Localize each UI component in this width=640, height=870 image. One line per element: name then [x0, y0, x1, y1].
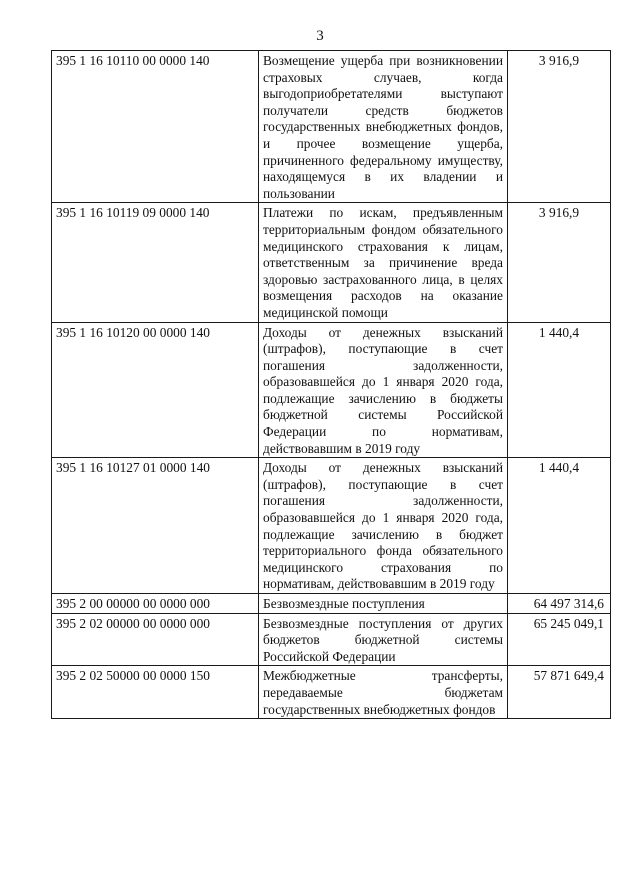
amount-cell: 3 916,9 — [508, 203, 611, 322]
description-cell: Возмещение ущерба при возникновении страховых случаев, когда выгодоприобретателями выступают получатели средств бюджетов государственных внебюджетных фондов, и прочее возмещение ущерба, причиненного федеральному имуществу, находящемуся в их владении и пользовании — [259, 51, 508, 203]
table-row — [52, 203, 611, 322]
table-row — [52, 458, 611, 594]
amount-cell: 1 440,4 — [508, 458, 611, 594]
table-row — [52, 613, 611, 666]
description-cell: Платежи по искам, предъявленным территориальным фондом обязательного медицинского страхования к лицам, ответственным за причинение вреда здоровью застрахованного лица, в целях возмещения расходов на оказание медицинской помощи — [259, 203, 508, 322]
budget-code-cell: 395 1 16 10120 00 0000 140 — [52, 322, 259, 458]
description-cell: Безвозмездные поступления — [259, 594, 508, 614]
description-cell: Доходы от денежных взысканий (штрафов), поступающие в счет погашения задолженности, образовавшейся до 1 января 2020 года, подлежащие зачислению в бюджет территориального фонда обязательного медицинского страхования по нормативам, действовавшим в 2019 году — [259, 458, 508, 594]
amount-cell: 1 440,4 — [508, 322, 611, 458]
description-cell: Межбюджетные трансферты, передаваемые бюджетам государственных внебюджетных фондов — [259, 666, 508, 719]
budget-code-cell: 395 2 02 00000 00 0000 000 — [52, 613, 259, 666]
budget-code-cell: 395 2 00 00000 00 0000 000 — [52, 594, 259, 614]
description-cell: Доходы от денежных взысканий (штрафов), поступающие в счет погашения задолженности, образовавшейся до 1 января 2020 года, подлежащие зачислению в бюджеты бюджетной системы Российской Федерации по нормативам, действовавшим в 2019 году — [259, 322, 508, 458]
budget-revenue-table — [51, 50, 611, 719]
description-cell: Безвозмездные поступления от других бюджетов бюджетной системы Российской Федерации — [259, 613, 508, 666]
budget-code-cell: 395 2 02 50000 00 0000 150 — [52, 666, 259, 719]
table-row — [52, 322, 611, 458]
budget-code-cell: 395 1 16 10119 09 0000 140 — [52, 203, 259, 322]
table-row — [52, 51, 611, 203]
amount-cell: 3 916,9 — [508, 51, 611, 203]
page-number: 3 — [316, 28, 324, 44]
budget-code-cell: 395 1 16 10110 00 0000 140 — [52, 51, 259, 203]
table-row — [52, 666, 611, 719]
budget-code-cell: 395 1 16 10127 01 0000 140 — [52, 458, 259, 594]
amount-cell: 65 245 049,1 — [508, 613, 611, 666]
amount-cell: 57 871 649,4 — [508, 666, 611, 719]
table-row — [52, 594, 611, 614]
amount-cell: 64 497 314,6 — [508, 594, 611, 614]
